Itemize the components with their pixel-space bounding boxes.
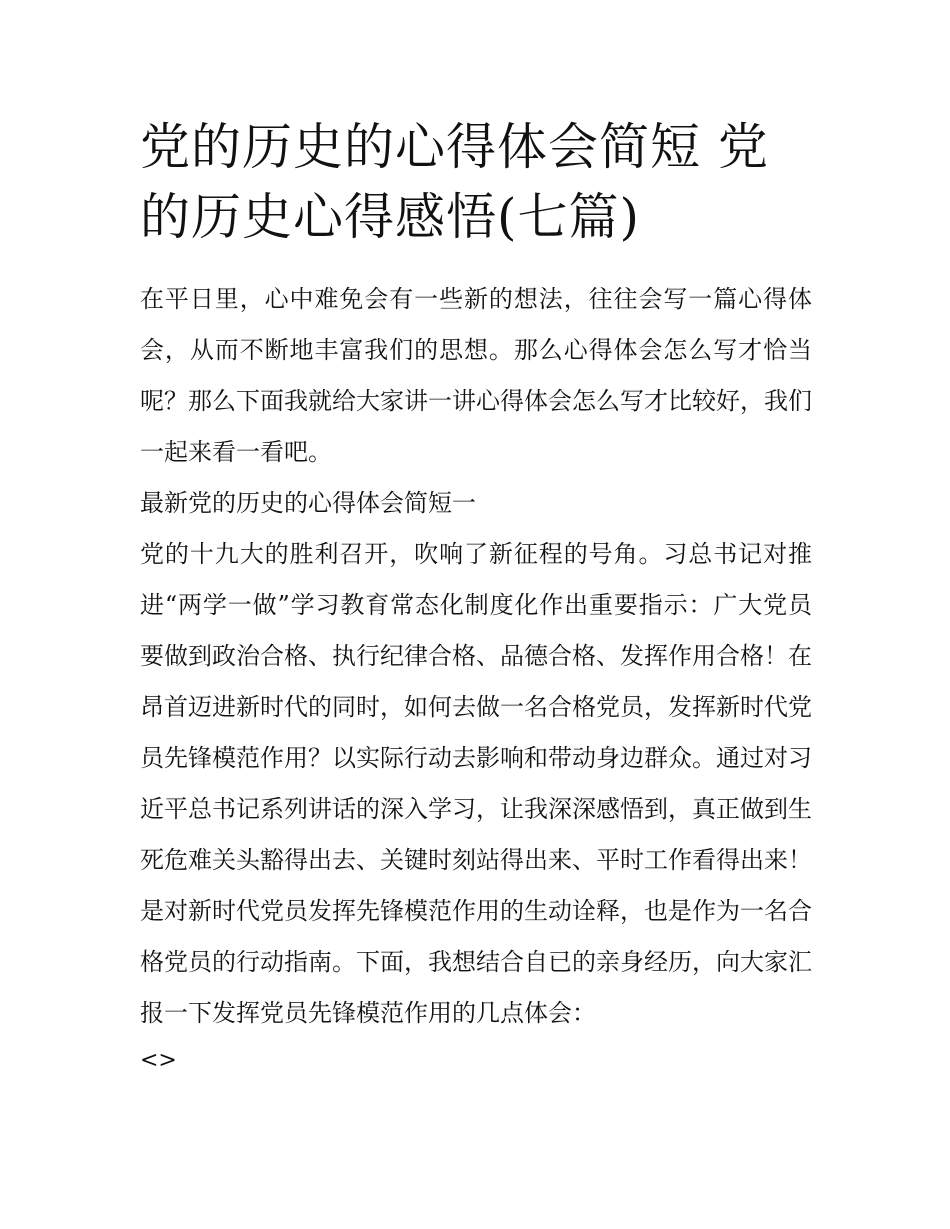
body-paragraph: 党的十九大的胜利召开，吹响了新征程的号角。习总书记对推进“两学一做”学习教育常态化制度化作出重要指示：广大党员要做到政治合格、执行纪律合格、品德合格、发挥作用合格！在昂首迈进新时代的同时，如何去做一名合格党员，发挥新时代党员先锋模范作用？以实际行动去影响和带动身边群众。通过对习近平总书记系列讲话的深入学习，让我深深感悟到，真正做到生死危难关头豁得出去、关键时刻站得出来、平时工作看得出来！是对新时代党员发挥先锋模范作用的生动诠释，也是作为一名合格党员的行动指南。下面，我想结合自已的亲身经历，向大家汇报一下发挥党员先锋模范作用的几点体会： bbox=[140, 540, 812, 1027]
document-page bbox=[140, 112, 812, 1083]
intro-paragraph: 在平日里，心中难免会有一些新的想法，往往会写一篇心得体会，从而不断地丰富我们的思想。那么心得体会怎么写才恰当呢？那么下面我就给大家讲一讲心得体会怎么写才比较好，我们一起来看一看吧。 bbox=[140, 285, 812, 466]
document-content bbox=[140, 274, 812, 1083]
section-heading: 最新党的历史的心得体会简短一 bbox=[140, 489, 476, 517]
tail-marker: <> bbox=[140, 1048, 177, 1073]
document-title: 党的历史的心得体会简短 党的历史心得感悟(七篇) bbox=[140, 118, 769, 246]
